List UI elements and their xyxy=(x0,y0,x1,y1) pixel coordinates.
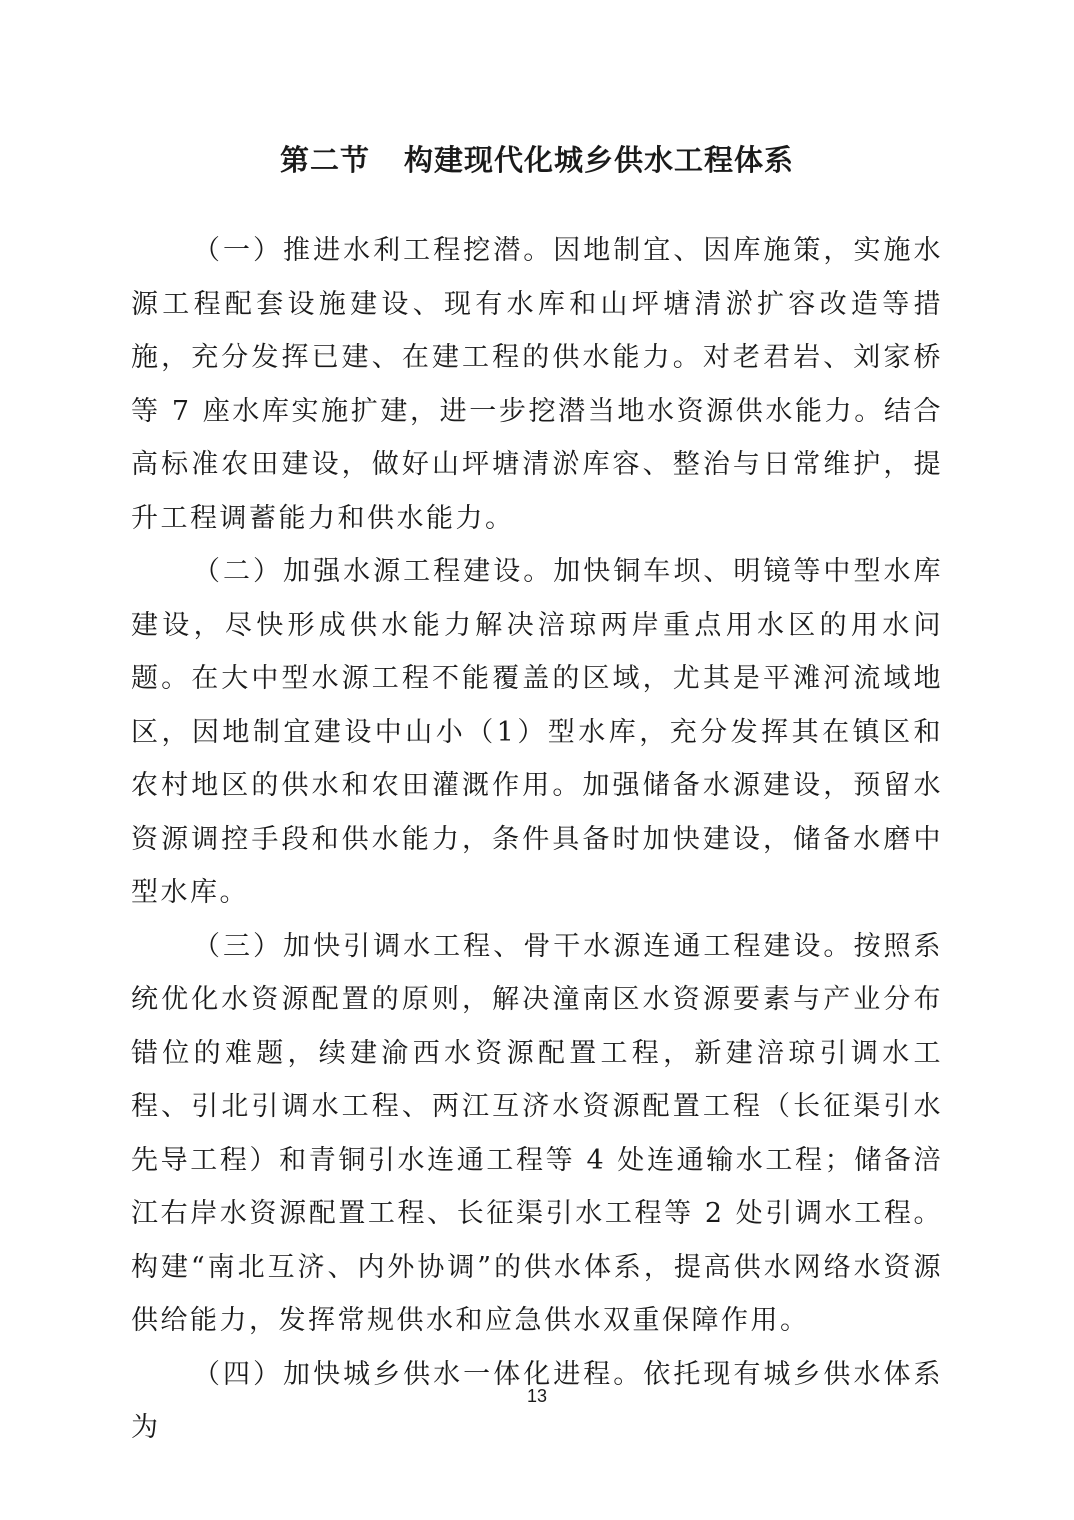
page-number: 13 xyxy=(526,1386,548,1406)
section-title: 构建现代化城乡供水工程体系 xyxy=(404,143,795,177)
body-text xyxy=(131,224,943,1455)
paragraph-1: （一）推进水利工程挖潜。因地制宜、因库施策，实施水源工程配套设施建设、现有水库和山坪塘清淤扩容改造等措施，充分发挥已建、在建工程的供水能力。对老君岩、刘家桥等 7 座水库实施扩建，进一步挖潜当地水资源供水能力。结合高标准农田建设，做好山坪塘清淤库容、整治与日常维护，提升工程调蓄能力和供水能力。 xyxy=(131,235,943,534)
section-label: 第二节 xyxy=(279,143,370,177)
paragraph-3: （三）加快引调水工程、骨干水源连通工程建设。按照系统优化水资源配置的原则，解决潼南区水资源要素与产业分布错位的难题，续建渝西水资源配置工程，新建涪琼引调水工程、引北引调水工程、两江互济水资源配置工程（长征渠引水先导工程）和青铜引水连通工程等 4 处连通输水工程；储备涪江右岸水资源配置工程、长征渠引水工程等 2 处引调水工程。构建“南北互济、内外协调”的供水体系，提高供水网络水资源供给能力，发挥常规供水和应急供水双重保障作用。 xyxy=(131,930,943,1336)
section-heading xyxy=(0,138,1074,182)
paragraph-2: （二）加强水源工程建设。加快铜车坝、明镜等中型水库建设，尽快形成供水能力解决涪琼两岸重点用水区的用水问题。在大中型水源工程不能覆盖的区域，尤其是平滩河流域地区，因地制宜建设中山小（1）型水库，充分发挥其在镇区和农村地区的供水和农田灌溉作用。加强储备水源建设，预留水资源调控手段和供水能力，条件具备时加快建设，储备水磨中型水库。 xyxy=(131,556,943,908)
paragraph-4: （四）加快城乡供水一体化进程。依托现有城乡供水体系为 xyxy=(131,1358,943,1443)
